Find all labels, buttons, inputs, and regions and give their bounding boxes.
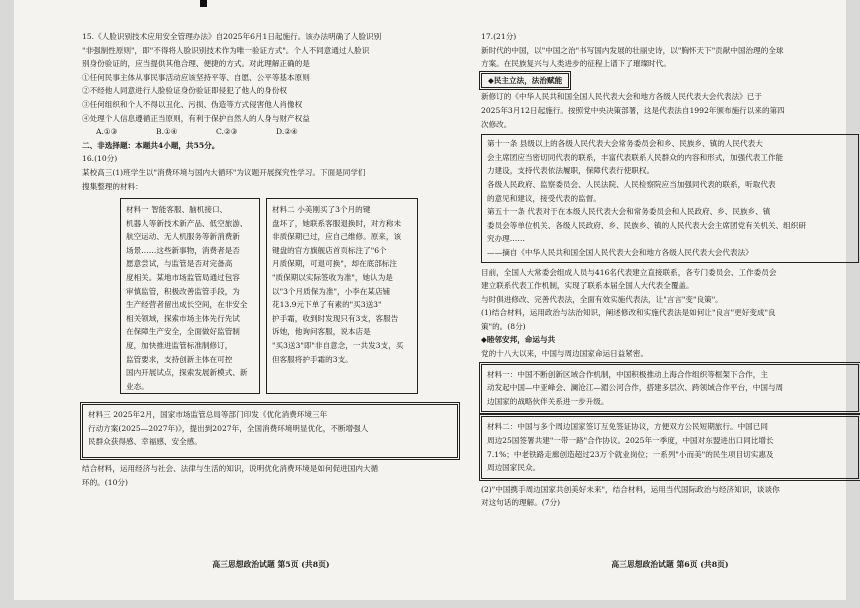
text-line: 新修订的《中华人民共和国全国人民代表大会和地方各级人民代表大会代表法》已于 bbox=[481, 92, 762, 102]
page-5-footer: 高三思想政治试题 第5页 (共8页) bbox=[212, 560, 330, 570]
text-line: 材料二：中国与多个周边国家签订互免签证协议，方便双方公民短期旅行。中国已同 bbox=[487, 422, 768, 432]
text-line: 第十一条 县级以上的各级人民代表大会常务委员会和乡、民族乡、镇的人民代表大 bbox=[487, 139, 763, 149]
text-line: 材料一 智能客服、脑机接口、 bbox=[126, 205, 228, 214]
neighbor-intro: 党的十八大以来，中国与周边国家命运日益紧密。 bbox=[481, 349, 649, 359]
text-line: 对这句话的理解。(7分) bbox=[481, 498, 561, 508]
text-line: 15.《人脸识别技术应用安全管理办法》自2025年6月1日起施行。该办法明确了人脸识别 bbox=[82, 32, 382, 41]
text-line: 生产经营者留出成长空间，在非安全 bbox=[126, 300, 248, 310]
material-3-box bbox=[82, 404, 458, 458]
text-line: 愿意尝试，与监管是否对完备高 bbox=[126, 259, 233, 269]
text-line: ①任何民事主体从事民事活动应该坚持平等、自愿、公平等基本原则 bbox=[82, 72, 310, 82]
text-line: 审慎监管，积极改善监管手段，为 bbox=[126, 286, 240, 296]
registration-mark bbox=[200, 0, 207, 7]
theme-1-box bbox=[481, 73, 569, 89]
text-line: (1)结合材料，运用政治与法治知识，阐述修改和实施代表法是如何让"良言"更好变成"良 bbox=[481, 308, 776, 318]
text-line: 机器人等新技术新产品、低空旅游、 bbox=[126, 218, 248, 228]
text-line: 航空运动、无人机服务等新消费新 bbox=[126, 232, 240, 242]
text-line: 材料二 小美刚买了3个月的键 bbox=[272, 205, 371, 214]
text-line: 国内开展试点，探索发展新模式、新 bbox=[126, 368, 248, 378]
material-1-text bbox=[126, 203, 254, 393]
section-heading: 二、非选择题：本题共4小题，共55分。 bbox=[82, 140, 220, 150]
text-line: (2)"中国携手周边国家共创美好未来"，结合材料，运用当代国际政治与经济知识，谈谈你 bbox=[481, 484, 780, 494]
option-b: B.①④ bbox=[156, 127, 178, 137]
text-line: 场景……这些新事物，消费者是否 bbox=[126, 245, 240, 255]
text-line: "买3送3"即"非自意念，一共发3支，买 bbox=[272, 340, 404, 350]
text-line: 2025年3月12日起施行。按照党中央决策部署，这是代表法自1992年颁布施行以来的第四 bbox=[481, 105, 785, 115]
text-line: ③任何组织和个人不得以丑化、污损、伪造等方式侵害他人肖像权 bbox=[82, 99, 303, 109]
text-line: 环的。(10分) bbox=[82, 477, 128, 487]
law-excerpt-box bbox=[481, 134, 859, 262]
text-line: 周边25国签署共建"一带一路"合作协议。2025年一季度，中国对东盟进出口同比增长 bbox=[487, 436, 774, 446]
question-17-intro bbox=[481, 44, 859, 71]
text-line: 护手霜，收到时发现只有3支，客服告 bbox=[272, 313, 399, 323]
text-line: 新时代的中国，以"中国之治"书写国内发展的壮丽史诗，以"胸怀天下"贡献中国治理的全球 bbox=[481, 45, 784, 55]
material-1-neighbors bbox=[487, 368, 853, 409]
question-16-intro bbox=[82, 166, 460, 193]
text-line: 监管要求，支持创新主体在可控 bbox=[126, 354, 233, 364]
text-line: 会主席团应当密切同代表的联系，丰富代表联系人民群众的内容和形式，加强代表工作能 bbox=[487, 152, 784, 162]
law-excerpt-text bbox=[487, 137, 853, 259]
question-15 bbox=[82, 30, 460, 125]
material-box-1 bbox=[481, 364, 859, 413]
text-line: ——摘自《中华人民共和国全国人民代表大会和地方各级人民代表大会代表法》 bbox=[487, 247, 753, 257]
page-6 bbox=[481, 30, 859, 578]
text-line: ④处理个人信息遵循正当原则，有利于保护自然人的人身与财产权益 bbox=[82, 113, 310, 123]
text-line: 花13.9元下单了有素的"买3送3" bbox=[272, 300, 382, 310]
text-line: 别身份验证的，应当提供其他合理、便捷的方式。对此理解正确的是 bbox=[82, 59, 310, 69]
text-line: 7.1%；中老铁路走廊创造超过23万个就业岗位；一系列"小而美"的民生项目切实惠及 bbox=[487, 449, 774, 459]
text-line: 各级人民政府、监察委员会、人民法院、人民检察院应当加强同代表的联系，听取代表 bbox=[487, 179, 776, 189]
theme-2-title: ◆睦邻安邦，命运与共 bbox=[481, 335, 556, 345]
text-line: 结合材料，运用经济与社会、法律与生活的知识，说明优化消费环境是如何促进国内大循 bbox=[82, 464, 379, 473]
text-line: 度相关。某地市场监管局通过包容 bbox=[126, 272, 240, 282]
theme-1-title: ◆民主立法，法治赋能 bbox=[488, 75, 563, 85]
question-15-options bbox=[82, 125, 460, 139]
text-line: "质保期以实际签收为准"，她认为是 bbox=[272, 272, 393, 282]
option-d: D.②④ bbox=[276, 127, 298, 137]
subquestion-1 bbox=[481, 306, 859, 333]
text-line: 目前，全国人大常委会组成人员与416名代表建立直接联系，各专门委员会、工作委员会 bbox=[481, 267, 777, 277]
subquestion-2 bbox=[481, 483, 859, 510]
text-line: 究办理…… bbox=[487, 234, 525, 244]
material-2-box bbox=[266, 198, 418, 394]
text-line: 方案。在民族复兴与人类进步的征程上谱下了璀璨时代。 bbox=[481, 59, 671, 69]
text-line: 月质保期，可退可换"，却在底部标注 bbox=[272, 259, 397, 269]
text-line: 某校高三(1)班学生以"消费环境与国内大循环"为议题开展探究性学习。下面是同学们 bbox=[82, 167, 366, 177]
text-line: 策"的。(8分) bbox=[481, 321, 526, 331]
text-line: 非质保期已过，应自己维修。原来，该 bbox=[272, 232, 402, 242]
text-line: ②不经他人同意进行人脸验证身份验证即侵犯了他人的身份权 bbox=[82, 86, 288, 96]
text-line: 但客服将护手霜的3支。 bbox=[272, 354, 353, 364]
option-c: C.②③ bbox=[216, 127, 238, 137]
page-5 bbox=[82, 30, 460, 578]
text-line: 建立联系代表工作机制，实现了联系本届全国人大代表全覆盖。 bbox=[481, 281, 694, 291]
text-line: 力建设，支持代表依法履职，保障代表行使职权。 bbox=[487, 166, 655, 176]
text-line: 的意见和建议，接受代表的监督。 bbox=[487, 193, 601, 203]
question-17-number: 17.(21分) bbox=[481, 32, 517, 41]
text-line: 材料一：中国不断创新区域合作机制，中国积极推动上海合作组织等框架下合作，主 bbox=[487, 369, 768, 379]
text-line: 材料三 2025年2月，国家市场监管总局等部门印发《优化消费环境三年 bbox=[88, 410, 328, 419]
text-line: 相关领域，探索市场主体先行先试 bbox=[126, 313, 240, 323]
material-3-text bbox=[88, 408, 452, 449]
text-line: 委员会等单位机关、各级人民政府、乡、民族乡、镇的人民代表大会主席团党有关机关、组织研 bbox=[487, 220, 806, 230]
text-line: 与时俱进修改、完善代表法，全面有效实施代表法，让"言言"变"良策"。 bbox=[481, 294, 723, 304]
material-2-neighbors bbox=[487, 420, 853, 474]
text-line: 第五十一条 代表对于在本级人民代表大会和常务委员会和人民政府、乡、民族乡、镇 bbox=[487, 207, 771, 217]
text-line: 业态。 bbox=[126, 381, 149, 391]
text-line: "非强制性原则"，即"不得将人脸识别技术作为唯一验证方式"。个人不同意通过人脸识 bbox=[82, 45, 370, 55]
law-revision-paragraph bbox=[481, 90, 859, 131]
material-box-2 bbox=[481, 416, 859, 478]
text-line: 边国家的战略伙伴关系进一步升级。 bbox=[487, 396, 609, 406]
text-line: 诉她，他询问客服，说本店是 bbox=[272, 327, 371, 337]
text-line: 键盘的官方旗舰店首页标注了"6个 bbox=[272, 245, 387, 255]
text-line: 度，加快推进监管标准制修订， bbox=[126, 340, 233, 350]
question-16-prompt bbox=[82, 462, 460, 489]
contact-paragraph bbox=[481, 266, 859, 307]
text-line: 动发起中国—中亚峰会、澜沧江—湄公河合作，搭建多层次、跨领域合作平台，中国与周 bbox=[487, 383, 784, 393]
question-16-number: 16.(10分) bbox=[82, 154, 118, 164]
text-line: 盘坏了，她联系客服退换时，对方称未 bbox=[272, 218, 402, 228]
text-line: 周边国家民众。 bbox=[487, 463, 541, 473]
text-line: 民群众获得感、幸福感、安全感。 bbox=[88, 437, 202, 447]
page-6-footer: 高三思想政治试题 第6页 (共8页) bbox=[611, 560, 729, 570]
text-line: 次修改。 bbox=[481, 119, 512, 129]
text-line: 以"3个月质保为准"，小李在某店铺 bbox=[272, 286, 391, 296]
text-line: 行动方案(2025—2027年)》，提出到2027年，全国消费环境明显优化，不断增强人 bbox=[88, 423, 369, 433]
material-1-box bbox=[120, 198, 260, 394]
text-line: 搜集整理的材料： bbox=[82, 181, 143, 191]
scanned-exam-sheet bbox=[14, 0, 846, 600]
text-line: 在保障生产安全，全面做好监管制 bbox=[126, 327, 240, 337]
option-a: A.①③ bbox=[96, 127, 118, 137]
material-2-text bbox=[272, 203, 412, 366]
